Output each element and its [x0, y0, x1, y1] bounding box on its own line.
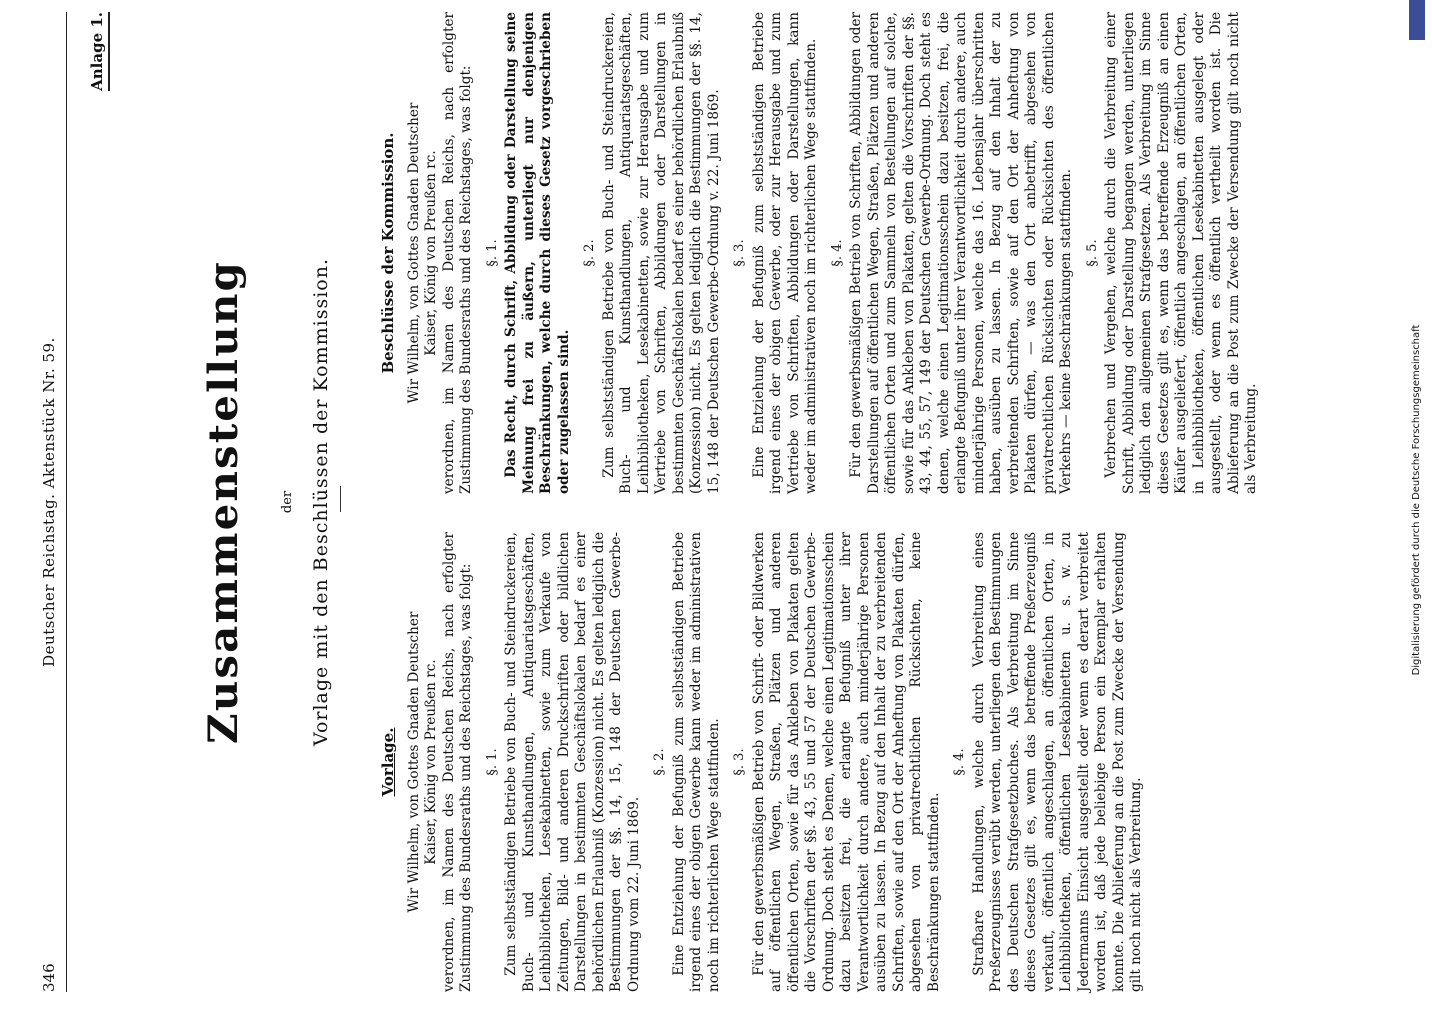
right-column-kommission [380, 12, 1261, 494]
left-section-2-number: §. 2. [652, 748, 667, 776]
left-column-vorlage [380, 532, 1146, 992]
credit-text: Digitalisierung gefördert durch die Deutsche Forschungsgemeinschaft [1411, 324, 1422, 676]
document-title: Zusammenstellung [200, 260, 247, 744]
right-column-heading: Beschlüsse der Kommission. [379, 132, 397, 374]
right-section-2-number: §. 2. [582, 239, 597, 267]
right-section-1-number: §. 1. [484, 239, 500, 267]
left-preamble-line-1: Wir Wilhelm, von Gottes Gnaden Deutscher [405, 611, 422, 913]
right-section-3-number: §. 3. [732, 239, 747, 267]
right-section-4-number: §. 4. [829, 239, 845, 267]
anlage-label: Anlage 1. [88, 12, 110, 91]
left-preamble-body: verordnen, im Namen des Deutschen Reichs, nach erfolgter Zustimmung des Bundesraths und des Reichstages, was folgt: [440, 532, 474, 992]
digitization-credit [1406, 0, 1428, 1000]
left-section-1-number: §. 1. [484, 748, 500, 776]
right-preamble-body: verordnen, im Namen des Deutschen Reichs, nach erfolgter Zustimmung des Bundesraths und des Reichstages, was folgt: [440, 12, 474, 494]
left-section-4-number: §. 4. [952, 748, 967, 776]
left-section-2-text: Eine Entziehung der Befugniß zum selbstständigen Betriebe irgend eines der obigen Gewerbe kann weder im administrativen noch im richterlichen Wege stattfinden. [670, 532, 722, 992]
right-preamble-line-2: Kaiser, König von Preußen rc. [423, 150, 439, 356]
left-section-3-text: Für den gewerbsmäßigen Betrieb von Schrift- oder Bildwerken auf öffentlichen Wegen, Straßen, Plätzen und anderen öffentlichen Orten, sowie für das Ankleben von Plakaten gelten die Vorschriften der §§. 43, 55 und 57 der Deutschen Gewerbe-Ordnung. Doch steht es Denen, welche einen Legitimationsschein dazu besitzen frei, die erlangte Befugniß unter ihrer Verantwortlichkeit durch andere, auch minderjährige Personen ausüben zu lassen. In Bezug auf den Inhalt der zu verbreitenden Schriften, sowie auf den Ort der Anheftung von Plakaten dürfen, abgesehen von privatrechtlichen Rücksichten, keine Beschränkungen stattfinden. [750, 532, 942, 992]
left-column-heading: Vorlage. [379, 727, 397, 797]
left-section-1-text: Zum selbstständigen Betriebe von Buch- und Steindruckereien, Buch- und Kunsthandlungen, Antiquariatsgeschäften, Leihbibliotheken, Lesekabinetten, sowie zum Verkaufe von Zeitungen, Bild- und anderen Druckschriften oder bildlichen Darstellungen in bestimmten Geschäftslokalen bedarf es einer behördlichen Erlaubniß (Konzession) nicht. Es gelten lediglich die Bestimmungen der §§. 14, 15, 148 der Deutschen Gewerbe-Ordnung vom 22. Juni 1869. [503, 532, 642, 992]
left-preamble-line-2: Kaiser, König von Preußen rc. [423, 659, 439, 865]
left-section-4-text: Strafbare Handlungen, welche durch Verbreitung eines Preßerzeugnisses verübt werden, unterliegen den Bestimmungen des Deutschen Strafgesetzbuches. Als Verbreitung im Sinne dieses Gesetzes gilt es, wenn das betreffende Preßerzeugniß verkauft, öffentlich angeschlagen, an öffentlichen Orten, in Leihbibliotheken, öffentlichen Lesekabinetten u. s. w. zu Jedermanns Einsicht ausgestellt oder wenn es derart verbreitet worden ist, daß jede beliebige Person ein Exemplar erhalten konnte. Die Ablieferung an die Post zum Zwecke der Versendung gilt noch nicht als Verbreitung. [970, 532, 1144, 992]
right-section-3-text: Eine Entziehung der Befugniß zum selbstständigen Betriebe irgend eines der obigen Gewerbe, oder zur Herausgabe und zum Vertriebe von Schriften, Abbildungen oder Darstellungen, kann weder im administrativen noch im richterlichen Wege stattfinden. [750, 12, 819, 494]
running-title: Deutscher Reichstag. Aktenstück Nr. 59. [40, 337, 58, 667]
right-section-5-number: §. 5. [1084, 239, 1100, 267]
title-divider [340, 486, 341, 512]
title-connector: der [280, 490, 295, 514]
document-subtitle: Vorlage mit den Beschlüssen der Kommission. [310, 257, 332, 747]
page-number: 346 [40, 963, 58, 992]
right-preamble-line-1: Wir Wilhelm, von Gottes Gnaden Deutscher [405, 102, 422, 404]
right-section-4-text: Für den gewerbsmäßigen Betrieb von Schriften, Abbildungen oder Darstellungen auf öffentlichen Wegen, Straßen, Plätzen und anderen öffentlichen Orten und zum Sammeln von Bestellungen auf solche, sowie für das Ankleben von Plakaten, gelten die Vorschriften der §§. 43, 44, 55, 57, 149 der Deutschen Gewerbe-Ordnung. Doch steht es denen, welche einen Legitimationsschein dazu besitzen, frei, die erlangte Befugniß unter ihrer Verantwortlichkeit durch andere, auch minderjährige Personen, welche das 16. Lebensjahr überschritten haben, ausüben zu lassen. In Bezug auf den Inhalt der zu verbreitenden Schriften, sowie auf den Ort der Anheftung von Plakaten dürfen, — was den Ort anbetrifft, abgesehen von privatrechtlichen Rücksichten oder Rücksichten des öffentlichen Verkehrs — keine Beschränkungen stattfinden. [848, 12, 1074, 494]
right-section-2-text: Zum selbstständigen Betriebe von Buch- und Steindruckereien, Buch- und Kunsthandlungen, Antiquariatsgeschäften, Leihbibliotheken, Lesekabinetten, sowie zur Herausgabe und zum Vertriebe von Schriften, Abbildungen oder Darstellungen in bestimmten Geschäftslokalen bedarf es einer behördlichen Erlaubniß (Konzession) nicht. Es gelten lediglich die Bestimmungen der §§. 14, 15, 148 der Deutschen Gewerbe-Ordnung v. 22. Juni 1869. [600, 12, 722, 494]
page-content [40, 12, 1420, 992]
left-section-3-number: §. 3. [732, 748, 747, 776]
header-rule [66, 12, 67, 992]
right-section-5-text: Verbrechen und Vergehen, welche durch die Verbreitung einer Schrift, Abbildung oder Darstellung begangen werden, unterliegen lediglich den allgemeinen Strafgesetzen. Als Verbreitung im Sinne dieses Gesetzes gilt es, wenn das betreffende Erzeugniß an einen Käufer ausgeliefert, öffentlich angeschlagen, an öffentlichen Orten, in Leihbibliotheken, öffentlichen Lesekabinetten ausgelegt oder ausgestellt, oder wenn es öffentlich vertheilt worden ist. Die Ablieferung an die Post zum Zwecke der Versendung gilt noch nicht als Verbreitung. [1103, 12, 1259, 494]
right-section-1-text: Das Recht, durch Schrift, Abbildung oder Darstellung seine Meinung frei zu äußern, unterliegt nur denjenigen Beschränkungen, welche durch dieses Gesetz vorgeschrieben oder zugelassen sind. [503, 12, 572, 494]
